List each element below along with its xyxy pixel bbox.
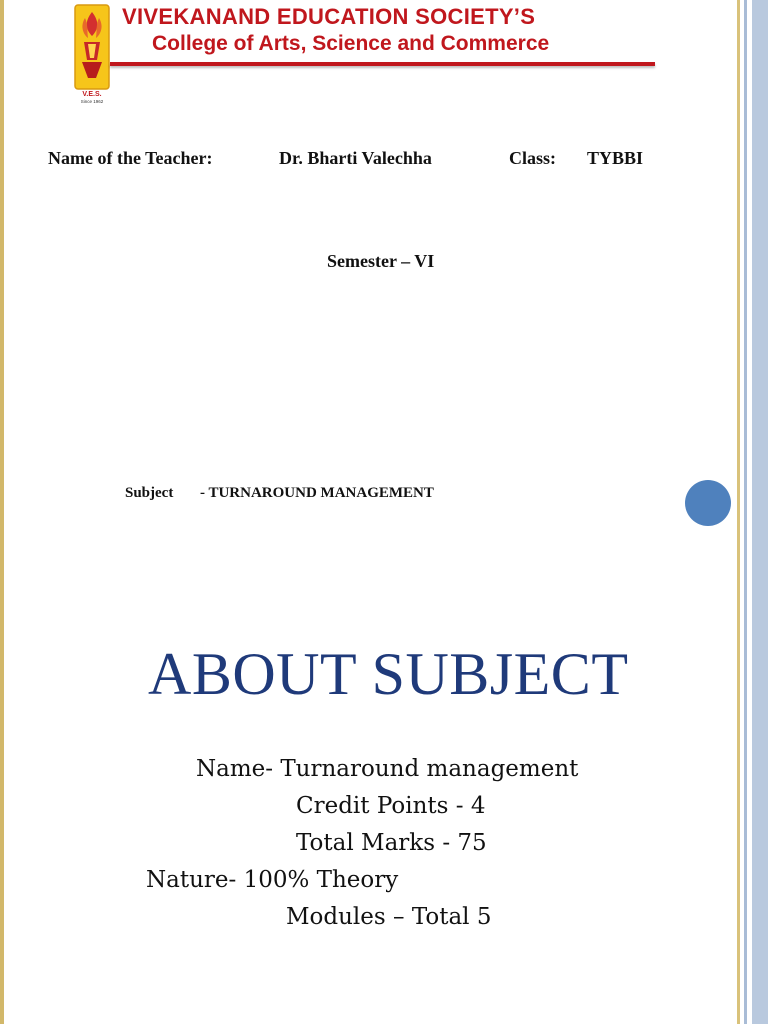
class-value: TYBBI (587, 148, 644, 168)
ves-logo (74, 4, 110, 104)
detail-name: Name- Turnaround management (196, 756, 579, 782)
institution-name: VIVEKANAND EDUCATION SOCIETY’S (122, 4, 536, 29)
teacher-label: Name of the Teacher: (48, 148, 213, 168)
left-border (0, 0, 4, 1024)
college-name: College of Arts, Science and Commerce (152, 32, 550, 55)
right-blue-band (752, 0, 768, 1024)
semester: Semester – VI (327, 251, 435, 271)
header-divider (110, 62, 655, 66)
detail-nature: Nature- 100% Theory (146, 867, 399, 893)
teacher-name: Dr. Bharti Valechha (279, 148, 432, 168)
detail-modules: Modules – Total 5 (286, 904, 492, 930)
svg-text:Since 1962: Since 1962 (80, 99, 104, 104)
subject-value: - TURNAROUND MANAGEMENT (200, 485, 434, 501)
detail-credit-points: Credit Points - 4 (296, 793, 486, 819)
about-subject-heading: ABOUT SUBJECT (148, 641, 629, 707)
right-blue-line (744, 0, 747, 1024)
svg-text:V.E.S.: V.E.S. (82, 91, 102, 98)
right-gold-line (737, 0, 740, 1024)
decorative-circle (685, 480, 731, 526)
subject-label: Subject (125, 485, 174, 501)
class-label: Class: (509, 148, 557, 168)
detail-total-marks: Total Marks - 75 (296, 830, 487, 856)
